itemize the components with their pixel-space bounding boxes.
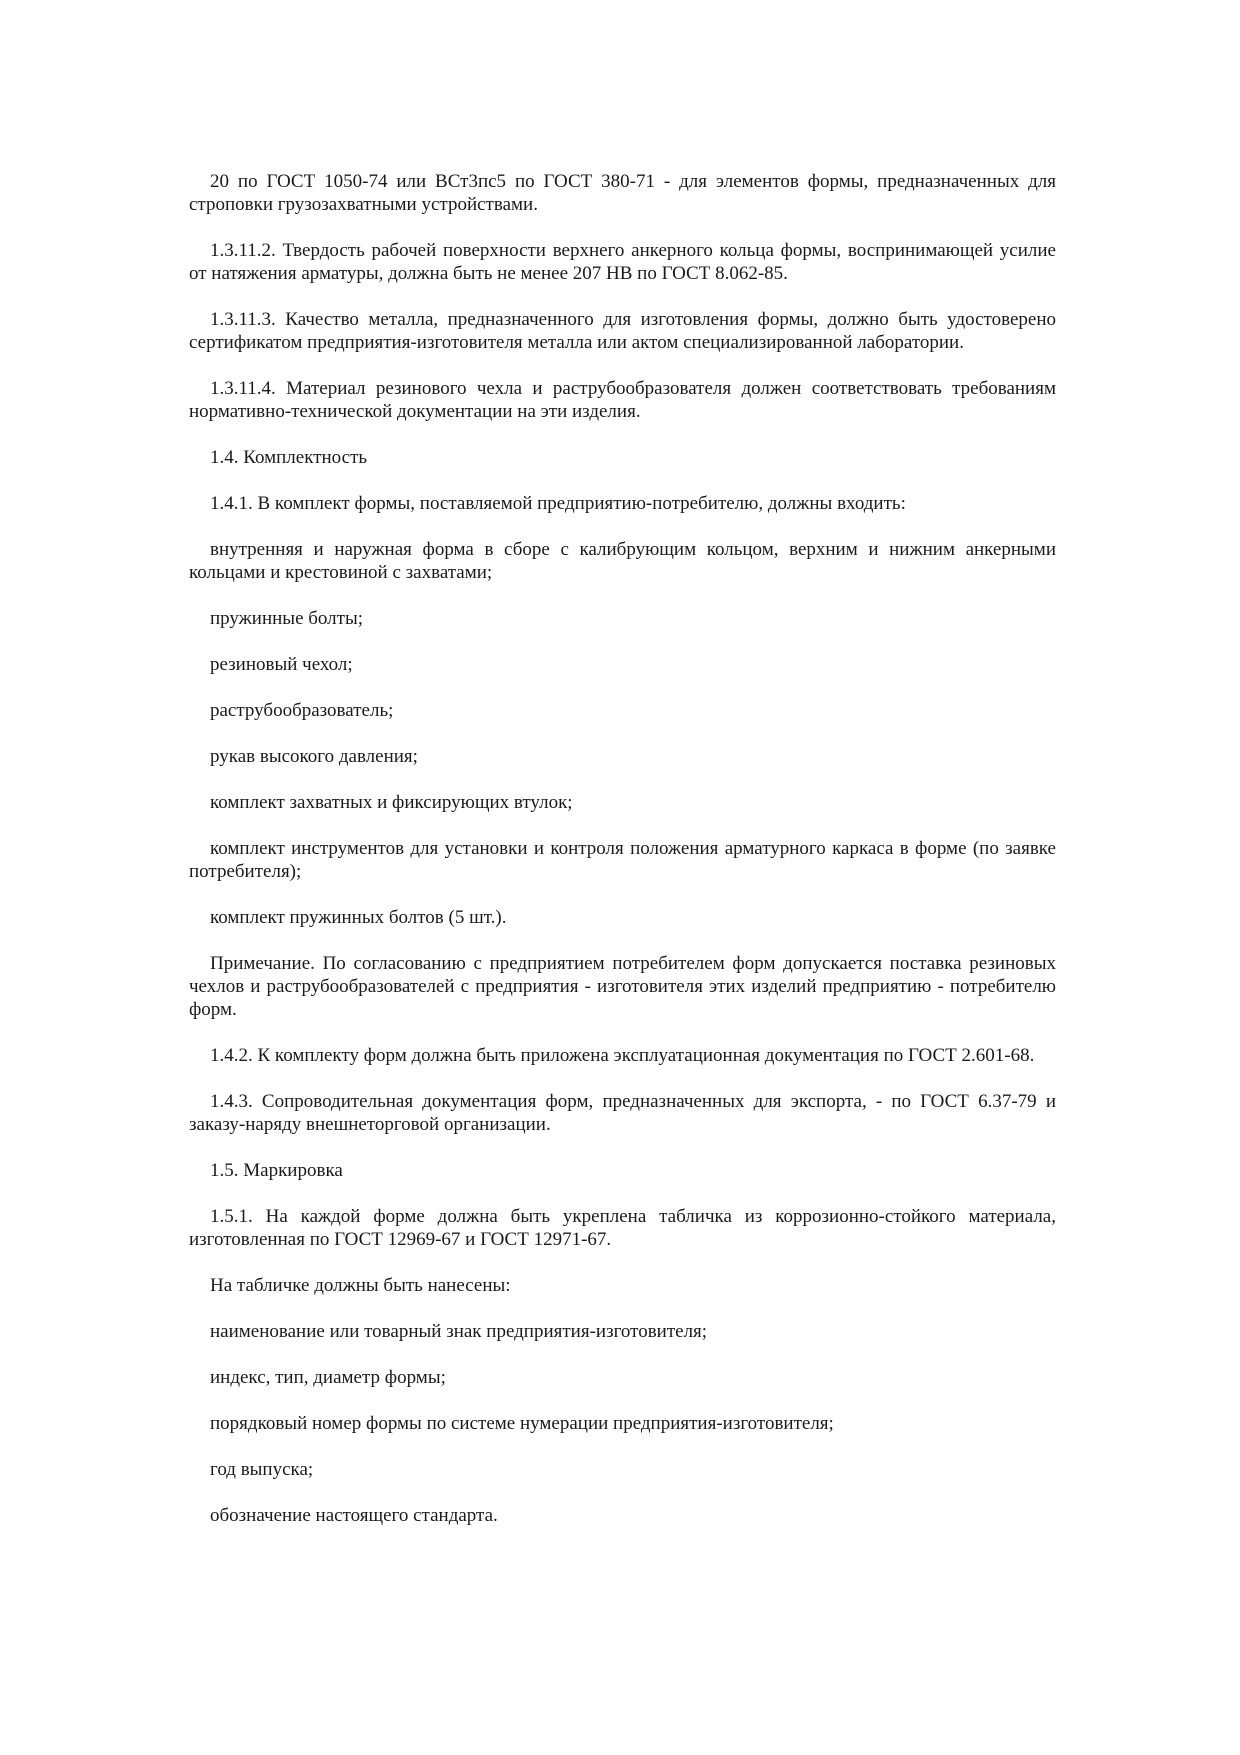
paragraph-plate-contents-intro: На табличке должны быть нанесены: [210, 1275, 511, 1296]
list-item: комплект инструментов для установки и контроля положения арматурного каркаса в форме (по заявке потребителя); [189, 838, 1056, 882]
list-item: комплект пружинных болтов (5 шт.). [210, 907, 507, 928]
list-item: раструбообразователь; [210, 700, 394, 721]
list-item: порядковый номер формы по системе нумерации предприятия-изготовителя; [210, 1413, 834, 1434]
list-item: наименование или товарный знак предприятия-изготовителя; [210, 1321, 708, 1342]
list-item: резиновый чехол; [210, 654, 353, 675]
paragraph-1-4-2: 1.4.2. К комплекту форм должна быть приложена эксплуатационная документация по ГОСТ 2.601-68. [210, 1045, 1035, 1066]
paragraph-1-3-11-3: 1.3.11.3. Качество металла, предназначенного для изготовления формы, должно быть удостоверено сертификатом предприятия-изготовителя металла или актом специализированной лаборатории. [189, 309, 1056, 353]
note-paragraph: Примечание. По согласованию с предприятием потребителем форм допускается поставка резиновых чехлов и раструбообразователей с предприятия - изготовителя этих изделий предприятию - потребителю форм. [189, 953, 1056, 1020]
list-item: обозначение настоящего стандарта. [210, 1505, 498, 1526]
section-heading-1-5: 1.5. Маркировка [210, 1160, 343, 1181]
list-item: год выпуска; [210, 1459, 314, 1480]
paragraph-material-steel-grade: 20 по ГОСТ 1050-74 или ВСт3пс5 по ГОСТ 380-71 - для элементов формы, предназначенных для строповки грузозахватными устройствами. [189, 171, 1056, 215]
paragraph-1-3-11-2: 1.3.11.2. Твердость рабочей поверхности верхнего анкерного кольца формы, воспринимающей усилие от натяжения арматуры, должна быть не менее 207 НВ по ГОСТ 8.062-85. [189, 240, 1056, 284]
document-body [189, 170, 1056, 1527]
list-item: рукав высокого давления; [210, 746, 418, 767]
list-item: индекс, тип, диаметр формы; [210, 1367, 446, 1388]
paragraph-1-4-3: 1.4.3. Сопроводительная документация форм, предназначенных для экспорта, - по ГОСТ 6.37-79 и заказу-наряду внешнеторговой организации. [189, 1091, 1056, 1135]
paragraph-1-3-11-4: 1.3.11.4. Материал резинового чехла и раструбообразователя должен соответствовать требованиям нормативно-технической документации на эти изделия. [189, 378, 1056, 422]
paragraph-1-4-1: 1.4.1. В комплект формы, поставляемой предприятию-потребителю, должны входить: [210, 493, 906, 514]
section-heading-1-4: 1.4. Комплектность [210, 447, 368, 468]
list-item: пружинные болты; [210, 608, 363, 629]
paragraph-1-5-1: 1.5.1. На каждой форме должна быть укреплена табличка из коррозионно-стойкого материала, изготовленная по ГОСТ 12969-67 и ГОСТ 12971-67. [189, 1206, 1056, 1250]
list-item: комплект захватных и фиксирующих втулок; [210, 792, 573, 813]
list-item: внутренняя и наружная форма в сборе с калибрующим кольцом, верхним и нижним анкерными кольцами и крестовиной с захватами; [189, 539, 1056, 583]
